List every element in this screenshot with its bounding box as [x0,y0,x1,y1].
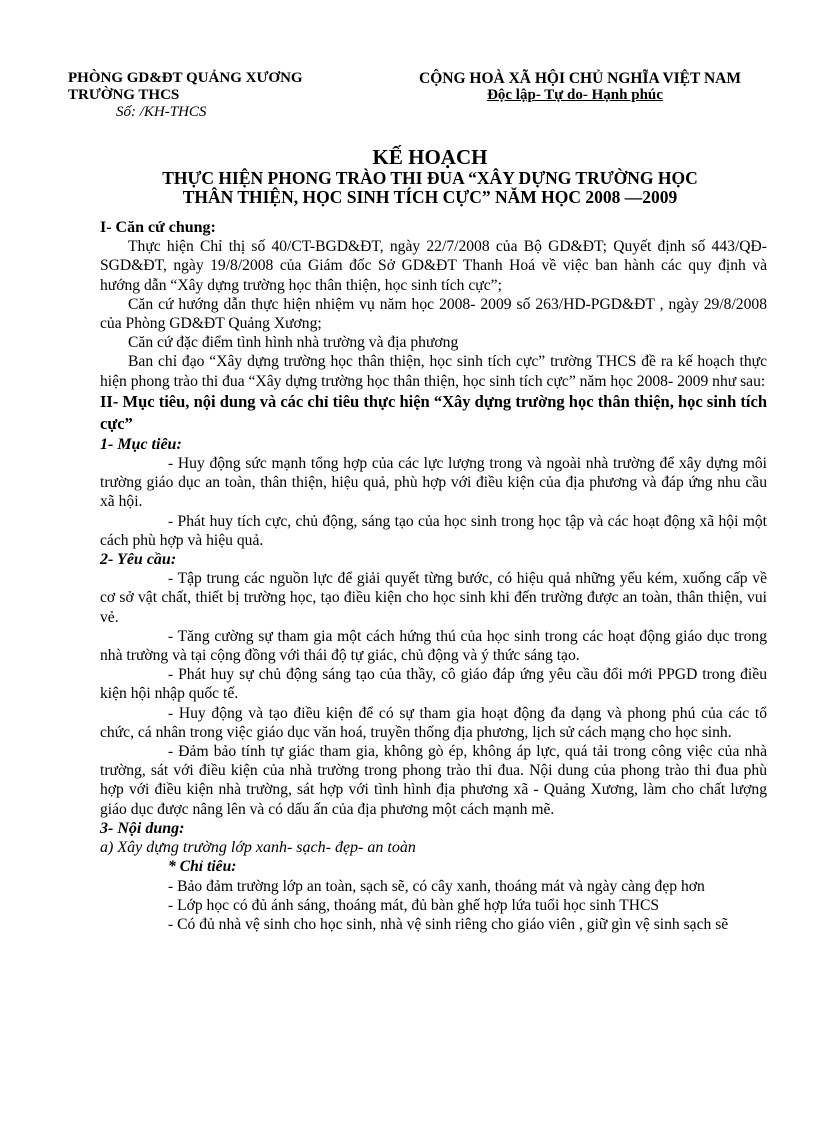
document-number: Số: /KH-THCS [116,104,207,120]
list-item: - Bảo đảm trường lớp an toàn, sạch sẽ, có cây xanh, thoáng mát và ngày càng đẹp hơn [168,877,705,895]
school-name: TRƯỜNG THCS [68,87,180,103]
department-name: PHÒNG GD&ĐT QUẢNG XƯƠNG [68,70,303,86]
header-right [380,70,780,104]
list-item: - Tăng cường sự tham gia một cách hứng thú của học sinh trong các hoạt động giáo dục trong nhà trường và tại cộng đồng với thái độ tự giác, chủ động và ý thức sáng tạo. [100,627,767,665]
sub-a-heading: a) Xây dựng trường lớp xanh- sạch- đẹp- an toàn [100,839,416,857]
list-item: - Lớp học có đủ ánh sáng, thoáng mát, đủ bàn ghế hợp lứa tuổi học sinh THCS [168,896,660,914]
muc-tieu-heading: 1- Mục tiêu: [100,435,182,453]
list-item: - Phát huy tích cực, chủ động, sáng tạo của học sinh trong học tập và các hoạt động xã hội một cách phù hợp và hiệu quả. [100,512,767,549]
paragraph: Căn cứ hướng dẫn thực hiện nhiệm vụ năm học 2008- 2009 số 263/HD-PGD&ĐT , ngày 29/8/2008 của Phòng GD&ĐT Quảng Xương; [100,295,767,333]
list-item: - Tập trung các nguồn lực để giải quyết từng bước, có hiệu quả những yếu kém, xuống cấp về cơ sở vật chất, thiết bị trường học, tạo điều kiện cho học sinh khi đến trường được an toàn, thân thiện, vui vẻ. [100,570,767,626]
section-2-heading: II- Mục tiêu, nội dung và các chỉ tiêu thực hiện “Xây dựng trường học thân thiện, học sinh tích cực” [100,391,767,433]
country-name: CỘNG HOÀ XÃ HỘI CHỦ NGHĨA VIỆT NAM [419,70,741,87]
list-item: - Phát huy sự chủ động sáng tạo của thầy, cô giáo đáp ứng yêu cầu đổi mới PPGD trong điều kiện hội nhập quốc tế. [100,666,767,703]
noi-dung-heading: 3- Nội dung: [100,819,185,837]
document-title [100,145,760,207]
yeu-cau-heading: 2- Yêu cầu: [100,551,177,569]
chi-tieu-heading: * Chỉ tiêu: [168,858,237,876]
title-line-3: THÂN THIỆN, HỌC SINH TÍCH CỰC” NĂM HỌC 2008 —2009 [182,187,678,207]
header-left [68,70,358,121]
title-main: KẾ HOẠCH [372,145,488,169]
paragraph: Thực hiện Chỉ thị số 40/CT-BGD&ĐT, ngày 22/7/2008 của Bộ GD&ĐT; Quyết định số 443/QĐ-SGD&ĐT, ngày 19/8/2008 của Giám đốc Sở GD&ĐT Thanh Hoá về việc ban hành các quy định và hướng dẫn “Xây dựng trường học thân thiện, học sinh tích cực”; [100,238,767,294]
list-item: - Huy động sức mạnh tổng hợp của các lực lượng trong và ngoài nhà trường để xây dựng môi trường giáo dục an toàn, thân thiện, hiệu quả, phù hợp với điều kiện của địa phương và đáp ứng nhu cầu xã hội. [100,455,767,511]
list-item: - Có đủ nhà vệ sinh cho học sinh, nhà vệ sinh riêng cho giáo viên , giữ gìn vệ sinh sạch sẽ [168,915,729,933]
title-line-2: THỰC HIỆN PHONG TRÀO THI ĐUA “XÂY DỰNG TRƯỜNG HỌC [162,168,698,188]
list-item: - Đảm bảo tính tự giác tham gia, không gò ép, không áp lực, quá tải trong công việc của nhà trường, sát với điều kiện của nhà trường trong phong trào thi đua. Nội dung của phong trào thi đua phù hợp với điều kiện nhà trường, sát hợp với tình hình địa phương xã - Quảng Xương, làm cho chất lượng giáo dục được nâng lên và có dấu ấn của địa phương một cách mạnh mẽ. [100,743,767,818]
document-body [100,218,767,934]
national-motto: Độc lập- Tự do- Hạnh phúc [487,87,663,103]
paragraph: Ban chỉ đạo “Xây dựng trường học thân thiện, học sinh tích cực” trường THCS đề ra kế hoạch thực hiện phong trào thi đua “Xây dựng trường học thân thiện, học sinh tích cực” năm học 2008- 2009 như sau: [100,353,767,390]
section-1-heading: I- Căn cứ chung: [100,219,216,236]
list-item: - Huy động và tạo điều kiện để có sự tham gia hoạt động đa dạng và phong phú của các tổ chức, cá nhân trong việc giáo dục văn hoá, truyền thống địa phương, lịch sử cách mạng cho học sinh. [100,704,767,741]
paragraph: Căn cứ đặc điểm tình hình nhà trường và địa phương [128,334,459,352]
